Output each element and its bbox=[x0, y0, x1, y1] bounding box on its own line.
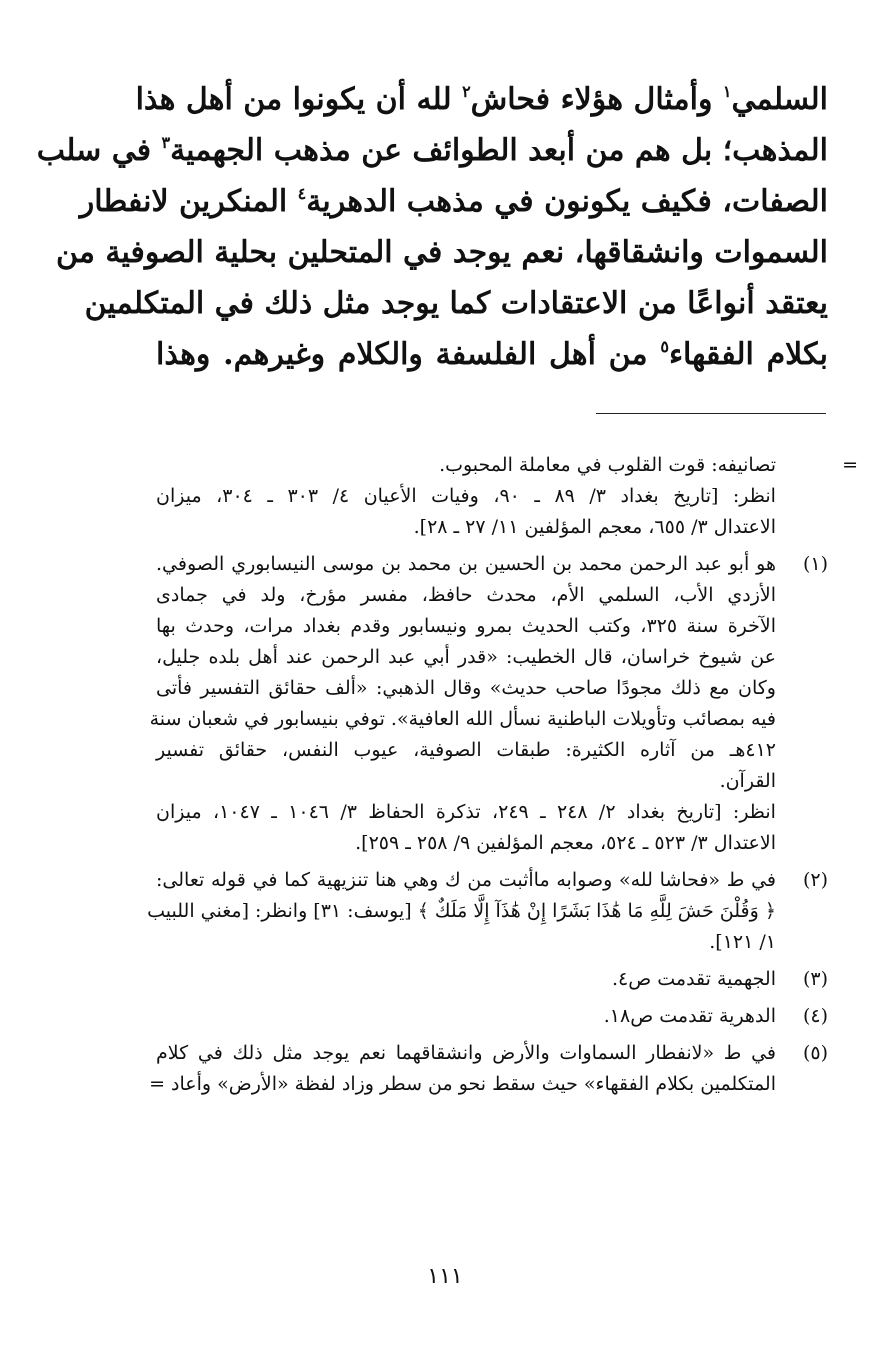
footnote-line: القرآن. bbox=[719, 770, 776, 792]
footnote-line: هو أبو عبد الرحمن محمد بن الحسين بن محمد بن موسى النيسابوري الصوفي. bbox=[156, 553, 776, 575]
footnotes bbox=[147, 450, 858, 1106]
footnote-line: الاعتدال ٣/ ٥٢٣ ـ ٥٢٤، معجم المؤلفين ٩/ ٢٥٨ ـ ٢٥٩]. bbox=[355, 832, 776, 854]
main-text-run: المذهب؛ بل هم من أبعد الطوائف عن مذهب الجهمية bbox=[170, 133, 828, 168]
footnote-line: انظر: [تاريخ بغداد ٣/ ٨٩ ـ ٩٠، وفيات الأعيان ٤/ ٣٠٣ ـ ٣٠٤، ميزان bbox=[156, 485, 776, 507]
footnote-separator bbox=[596, 413, 826, 414]
footnote-line: في ط «لانفطار السماوات والأرض وانشقاقهما نعم يوجد مثل ذلك في كلام bbox=[156, 1042, 776, 1064]
footnote-line: وكان مع ذلك مجودًا صاحب حديث» وقال الذهبي: «ألف حقائق التفسير فأتى bbox=[156, 677, 776, 699]
footnote-line: ﴿ وَقُلْنَ حَشَ لِلَّهِ مَا هَٰذَا بَشَرًا إِنْ هَٰذَآ إِلَّا مَلَكٌ ﴾ [يوسف: ٣١] وانظر: [مغني اللبيب bbox=[147, 900, 776, 922]
main-line bbox=[56, 227, 828, 278]
main-text-run: يعتقد أنواعًا من الاعتقادات كما يوجد مثل ذلك في المتكلمين bbox=[84, 286, 828, 321]
footnote-ref[interactable]: ٢ bbox=[462, 82, 471, 101]
main-text-run: لله أن يكونوا من أهل هذا bbox=[135, 82, 463, 117]
footnote-number: (٣) bbox=[802, 968, 828, 990]
main-text-run: السموات وانشقاقها، نعم يوجد في المتحلين بحلية الصوفية من bbox=[56, 235, 828, 270]
main-line bbox=[84, 278, 828, 329]
footnote-line: تصانيفه: قوت القلوب في معاملة المحبوب. bbox=[439, 454, 776, 476]
page-number: ١١١ bbox=[427, 1264, 463, 1289]
main-text-run: وأمثال هؤلاء فحاش bbox=[470, 82, 723, 117]
footnote-2 bbox=[147, 865, 828, 958]
footnote-line: ١/ ١٢١]. bbox=[709, 931, 776, 953]
footnote-number: (١) bbox=[802, 553, 828, 575]
main-text-run: الصفات، فكيف يكونون في مذهب الدهرية bbox=[306, 184, 828, 219]
footnote-line: فيه بمصائب وتأويلات الباطنية نسأل الله العافية». توفي بنيسابور في شعبان سنة bbox=[149, 708, 776, 730]
main-text-run: من أهل الفلسفة والكلام وغيرهم. وهذا bbox=[156, 337, 661, 372]
main-text-run: في سلب bbox=[36, 133, 162, 168]
footnote-number: (٢) bbox=[802, 869, 828, 891]
footnote-line: المتكلمين بكلام الفقهاء» حيث سقط نحو من سطر وزاد لفظة «الأرض» وأعاد = bbox=[149, 1073, 776, 1095]
main-line bbox=[135, 74, 828, 125]
footnote-ref[interactable]: ٤ bbox=[297, 184, 307, 203]
footnote-1 bbox=[149, 549, 828, 859]
footnote-line: عن شيوخ خراسان، قال الخطيب: «قدر أبي عبد الرحمن عند أهل بلده جليل، bbox=[156, 646, 776, 668]
main-text-run: بكلام الفقهاء bbox=[668, 337, 828, 372]
footnote-line: ٤١٢هـ من آثاره الكثيرة: طبقات الصوفية، عيوب النفس، حقائق تفسير bbox=[156, 739, 776, 761]
footnote-ref[interactable]: ١ bbox=[722, 82, 732, 101]
continuation-mark: = bbox=[842, 454, 858, 476]
footnote-line: في ط «فحاشا لله» وصوابه ماأثبت من ك وهي هنا تنزيهية كما في قوله تعالى: bbox=[156, 869, 776, 891]
footnote-5 bbox=[149, 1038, 828, 1100]
footnote-4 bbox=[156, 1001, 828, 1032]
footnote-number: (٥) bbox=[802, 1042, 828, 1064]
main-text bbox=[36, 74, 828, 380]
footnote-line: انظر: [تاريخ بغداد ٢/ ٢٤٨ ـ ٢٤٩، تذكرة الحفاظ ٣/ ١٠٤٦ ـ ١٠٤٧، ميزان bbox=[156, 801, 776, 823]
main-line bbox=[79, 176, 828, 227]
main-line bbox=[36, 125, 828, 176]
footnote-3 bbox=[156, 964, 828, 995]
footnote-number: (٤) bbox=[802, 1005, 828, 1027]
footnote-line: الآخرة سنة ٣٢٥، وكتب الحديث بمرو ونيسابور وقدم بغداد مرات، وحدث بها bbox=[156, 615, 777, 637]
footnote-line: الاعتدال ٣/ ٦٥٥، معجم المؤلفين ١١/ ٢٧ ـ ٢٨]. bbox=[413, 516, 776, 538]
footnote-line: الجهمية تقدمت ص٤. bbox=[611, 968, 776, 990]
footnote-line: الدهرية تقدمت ص١٨. bbox=[603, 1005, 776, 1027]
main-line bbox=[156, 329, 828, 380]
main-text-run: السلمي bbox=[731, 82, 828, 117]
footnote-line: الأزدي الأب، السلمي الأم، محدث حافظ، مفسر مؤرخ، ولد في جمادى bbox=[156, 584, 776, 606]
footnote-references bbox=[156, 797, 776, 859]
footnote-ref[interactable]: ٣ bbox=[161, 133, 171, 152]
footnote-ref[interactable]: ٥ bbox=[660, 337, 669, 356]
footnote-continuation bbox=[156, 450, 858, 543]
main-text-run: المنكرين لانفطار bbox=[79, 184, 298, 219]
